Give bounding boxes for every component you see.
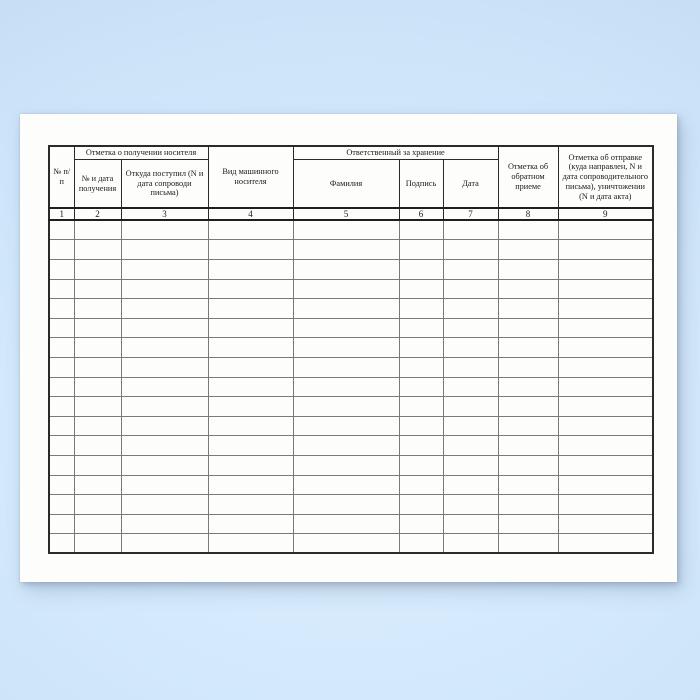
empty-cell — [498, 279, 558, 299]
empty-cell — [443, 475, 498, 495]
empty-cell — [49, 318, 74, 338]
empty-cell — [498, 436, 558, 456]
empty-cell — [399, 534, 443, 554]
empty-cell — [443, 416, 498, 436]
empty-cell — [74, 357, 121, 377]
group-header-receipt: Отметка о получении носителя — [74, 146, 208, 159]
empty-cell — [74, 514, 121, 534]
empty-cell — [293, 299, 399, 319]
empty-cell — [208, 475, 293, 495]
empty-cell — [498, 514, 558, 534]
empty-cell — [498, 318, 558, 338]
empty-cell — [49, 338, 74, 358]
empty-cell — [74, 259, 121, 279]
empty-cell — [121, 338, 208, 358]
empty-cell — [498, 338, 558, 358]
empty-cell — [498, 377, 558, 397]
empty-cell — [498, 416, 558, 436]
table-row — [49, 377, 653, 397]
empty-cell — [399, 318, 443, 338]
empty-cell — [443, 279, 498, 299]
empty-cell — [558, 475, 653, 495]
col-header-media-type-label: Вид машинного носителя — [222, 167, 279, 187]
empty-cell — [558, 495, 653, 515]
empty-cell — [399, 416, 443, 436]
empty-cell — [208, 259, 293, 279]
empty-cell — [49, 455, 74, 475]
empty-cell — [121, 436, 208, 456]
empty-cell — [121, 416, 208, 436]
empty-cell — [121, 495, 208, 515]
table-header — [49, 146, 653, 220]
empty-cell — [74, 338, 121, 358]
column-number: 3 — [121, 208, 208, 220]
empty-cell — [49, 259, 74, 279]
empty-cell — [443, 514, 498, 534]
empty-cell — [208, 397, 293, 417]
table-row — [49, 357, 653, 377]
table-row — [49, 220, 653, 240]
empty-cell — [498, 220, 558, 240]
col-header-dispatch-mark: Отметка об отправке (куда направлен, N и дата сопроводительного письма), уничтожении (N и дата акта) — [558, 146, 653, 208]
empty-cell — [498, 357, 558, 377]
empty-cell — [121, 475, 208, 495]
empty-cell — [74, 416, 121, 436]
column-number: 6 — [399, 208, 443, 220]
empty-cell — [443, 240, 498, 260]
empty-cell — [399, 240, 443, 260]
empty-cell — [208, 279, 293, 299]
empty-cell — [498, 534, 558, 554]
table-row — [49, 240, 653, 260]
empty-cell — [208, 436, 293, 456]
empty-cell — [443, 299, 498, 319]
column-number-row — [49, 208, 653, 220]
empty-cell — [293, 220, 399, 240]
col-header-index: № п/п — [49, 146, 74, 208]
empty-cell — [443, 259, 498, 279]
empty-cell — [399, 299, 443, 319]
empty-cell — [558, 416, 653, 436]
empty-cell — [293, 377, 399, 397]
empty-cell — [498, 455, 558, 475]
empty-cell — [49, 299, 74, 319]
empty-cell — [399, 455, 443, 475]
col-header-signature: Подпись — [399, 159, 443, 208]
empty-cell — [121, 279, 208, 299]
table-row — [49, 416, 653, 436]
empty-cell — [498, 397, 558, 417]
empty-cell — [49, 357, 74, 377]
empty-cell — [498, 259, 558, 279]
group-header-storage: Ответственный за хранение — [293, 146, 498, 159]
empty-cell — [498, 299, 558, 319]
empty-cell — [293, 514, 399, 534]
table-row — [49, 436, 653, 456]
empty-cell — [49, 534, 74, 554]
empty-cell — [293, 495, 399, 515]
table-row — [49, 514, 653, 534]
empty-cell — [558, 220, 653, 240]
empty-cell — [208, 299, 293, 319]
empty-cell — [558, 259, 653, 279]
empty-cell — [293, 357, 399, 377]
col-header-surname: Фамилия — [293, 159, 399, 208]
empty-cell — [208, 495, 293, 515]
empty-cell — [121, 299, 208, 319]
col-header-origin: Откуда поступил (N и дата сопроводи письма) — [121, 159, 208, 208]
empty-cell — [293, 318, 399, 338]
empty-cell — [558, 377, 653, 397]
empty-cell — [74, 279, 121, 299]
empty-cell — [558, 279, 653, 299]
empty-cell — [121, 534, 208, 554]
table-row — [49, 279, 653, 299]
empty-cell — [121, 377, 208, 397]
empty-cell — [74, 534, 121, 554]
empty-cell — [121, 318, 208, 338]
empty-cell — [558, 318, 653, 338]
empty-cell — [208, 240, 293, 260]
column-number: 5 — [293, 208, 399, 220]
table-row — [49, 259, 653, 279]
table-row — [49, 299, 653, 319]
empty-cell — [208, 357, 293, 377]
empty-cell — [208, 534, 293, 554]
column-number: 1 — [49, 208, 74, 220]
empty-cell — [399, 495, 443, 515]
empty-cell — [74, 377, 121, 397]
empty-cell — [443, 318, 498, 338]
empty-cell — [208, 338, 293, 358]
col-header-number-date: № и дата получения — [74, 159, 121, 208]
empty-cell — [399, 338, 443, 358]
empty-cell — [498, 240, 558, 260]
empty-cell — [208, 416, 293, 436]
empty-cell — [293, 475, 399, 495]
journal-table — [48, 145, 654, 554]
empty-cell — [443, 455, 498, 475]
empty-cell — [74, 299, 121, 319]
empty-cell — [74, 495, 121, 515]
empty-cell — [399, 475, 443, 495]
column-number: 8 — [498, 208, 558, 220]
empty-cell — [558, 514, 653, 534]
empty-cell — [399, 279, 443, 299]
column-number: 7 — [443, 208, 498, 220]
empty-cell — [498, 475, 558, 495]
empty-cell — [293, 436, 399, 456]
empty-cell — [558, 357, 653, 377]
empty-cell — [74, 240, 121, 260]
empty-cell — [293, 455, 399, 475]
empty-cell — [399, 220, 443, 240]
empty-cell — [293, 397, 399, 417]
empty-cell — [443, 220, 498, 240]
col-header-return-mark: Отметка об обратном приеме — [498, 146, 558, 208]
empty-cell — [74, 220, 121, 240]
group-header-row — [49, 146, 653, 159]
empty-cell — [49, 377, 74, 397]
empty-cell — [121, 240, 208, 260]
empty-cell — [498, 495, 558, 515]
empty-cell — [49, 416, 74, 436]
empty-cell — [558, 436, 653, 456]
empty-cell — [208, 377, 293, 397]
empty-cell — [74, 318, 121, 338]
empty-cell — [208, 220, 293, 240]
empty-cell — [74, 455, 121, 475]
empty-cell — [443, 338, 498, 358]
empty-cell — [399, 514, 443, 534]
empty-cell — [49, 436, 74, 456]
empty-cell — [293, 259, 399, 279]
empty-cell — [121, 514, 208, 534]
empty-cell — [399, 397, 443, 417]
empty-cell — [49, 397, 74, 417]
table-row — [49, 397, 653, 417]
empty-cell — [49, 240, 74, 260]
col-header-media-type — [208, 146, 293, 208]
table-row — [49, 318, 653, 338]
empty-cell — [121, 259, 208, 279]
empty-cell — [121, 220, 208, 240]
empty-cell — [558, 299, 653, 319]
empty-cell — [443, 534, 498, 554]
column-number: 4 — [208, 208, 293, 220]
empty-cell — [443, 377, 498, 397]
empty-cell — [293, 534, 399, 554]
empty-cell — [49, 514, 74, 534]
empty-cell — [558, 240, 653, 260]
empty-cell — [293, 279, 399, 299]
table-row — [49, 534, 653, 554]
empty-cell — [558, 397, 653, 417]
empty-cell — [558, 338, 653, 358]
document-page — [20, 114, 677, 582]
empty-cell — [49, 279, 74, 299]
empty-cell — [49, 475, 74, 495]
col-header-date: Дата — [443, 159, 498, 208]
journal-table-body — [49, 220, 653, 553]
empty-cell — [49, 495, 74, 515]
empty-cell — [74, 475, 121, 495]
empty-cell — [293, 338, 399, 358]
column-number: 9 — [558, 208, 653, 220]
empty-cell — [558, 455, 653, 475]
empty-cell — [443, 495, 498, 515]
empty-cell — [293, 240, 399, 260]
empty-cell — [399, 436, 443, 456]
empty-cell — [208, 514, 293, 534]
empty-cell — [49, 220, 74, 240]
table-row — [49, 475, 653, 495]
empty-cell — [121, 397, 208, 417]
table-row — [49, 455, 653, 475]
empty-cell — [208, 455, 293, 475]
empty-cell — [443, 397, 498, 417]
empty-cell — [121, 455, 208, 475]
empty-cell — [208, 318, 293, 338]
table-row — [49, 495, 653, 515]
empty-cell — [443, 357, 498, 377]
empty-cell — [399, 377, 443, 397]
column-number: 2 — [74, 208, 121, 220]
empty-cell — [74, 397, 121, 417]
empty-cell — [399, 357, 443, 377]
empty-cell — [121, 357, 208, 377]
empty-cell — [293, 416, 399, 436]
empty-cell — [558, 534, 653, 554]
table-row — [49, 338, 653, 358]
empty-cell — [443, 436, 498, 456]
empty-cell — [399, 259, 443, 279]
empty-cell — [74, 436, 121, 456]
